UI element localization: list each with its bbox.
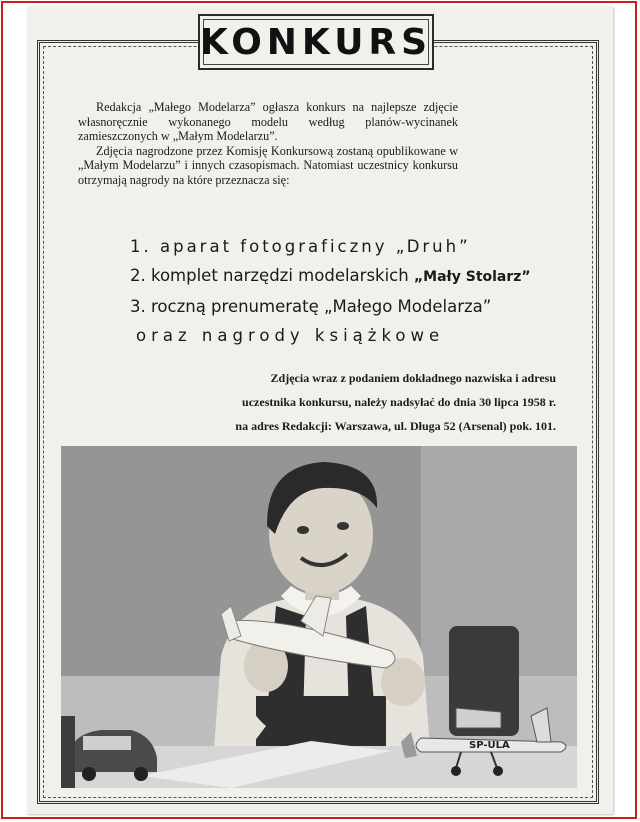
intro-paragraph-2: Zdjęcia nagrodzone przez Komisję Konkursową zostaną opublikowane w „Małym Modelarzu” i innych czasopismach. Natomiast uczestnicy konkursu otrzymają nagrody na które przeznacza się:: [78, 143, 458, 187]
boy-with-model-photo: [61, 446, 577, 788]
prize-item-1: 1. aparat fotograficzny „Druh”: [130, 237, 471, 256]
page-title: KONKURS: [199, 21, 433, 63]
instructions-line-3: na adres Redakcji: Warszawa, ul. Długa 52 (Arsenal) pok. 101.: [235, 419, 556, 433]
photo-illustration: [61, 446, 577, 788]
prize-item-3: 3. roczną prenumeratę „Małego Modelarza”: [130, 297, 492, 316]
prize-list: [130, 232, 550, 350]
submission-instructions: [186, 366, 556, 438]
plane-registration-label: SP-ULA: [469, 740, 510, 751]
prize-item-extra: oraz nagrody książkowe: [136, 326, 445, 345]
title-box: [198, 14, 434, 70]
intro-paragraph-1: Redakcja „Małego Modelarza” ogłasza konkurs na najlepsze zdjęcie własnoręcznie wykonanego modelu według planów-wycinanek zamieszczonych w „Małym Modelarzu”.: [78, 100, 458, 143]
intro-text: [78, 100, 458, 187]
instructions-line-2: uczestnika konkursu, należy nadsyłać do dnia 30 lipca 1958 r.: [242, 395, 556, 409]
instructions-line-1: Zdjęcia wraz z podaniem dokładnego nazwiska i adresu: [270, 371, 556, 385]
prize-item-2: 2. komplet narzędzi modelarskich „Mały Stolarz”: [130, 266, 531, 285]
